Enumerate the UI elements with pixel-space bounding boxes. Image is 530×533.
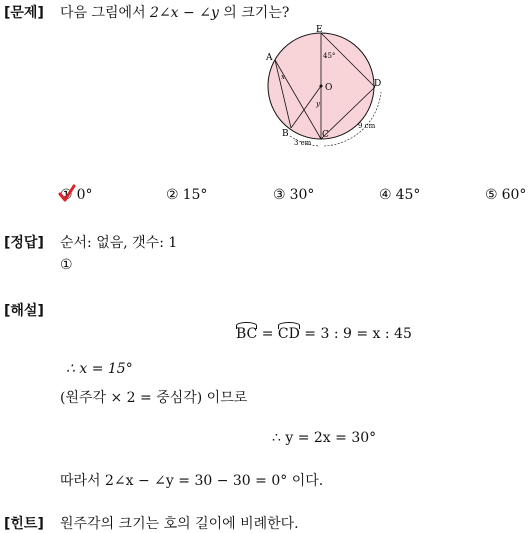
label-E: E [316,25,323,35]
hint-tag: [힌트] [4,516,44,532]
choice-5[interactable] [485,187,526,203]
label-9cm: 9 cm [358,122,376,130]
problem-statement [60,2,289,22]
answer-tag: [정답] [4,235,44,251]
choice-3-text: 30° [289,187,315,203]
choice-2-text: 15° [182,187,208,203]
problem-expression: 2∠x − ∠y [150,5,219,21]
arc-BC-label: BC [236,326,258,342]
problem-prefix: 다음 그림에서 [60,5,151,21]
choice-4-text: 45° [395,187,421,203]
choice-3-number: ③ [273,187,286,203]
label-45deg: 45° [323,52,336,60]
choice-1-text: 0° [76,187,93,203]
answer-line: 순서: 없음, 갯수: 1 [60,235,178,251]
center-point [320,85,323,88]
choice-5-number: ⑤ [485,187,498,203]
solution-eq4: ∴ y = 2x = 30° [272,430,377,446]
choice-1[interactable] [60,187,92,203]
label-B: B [282,129,289,139]
problem-tag: [문제] [4,5,44,21]
label-O: O [325,83,333,93]
label-C: C [322,130,329,140]
problem-suffix: 의 크기는? [218,5,290,21]
choice-1-number: ① [60,187,73,203]
choice-2[interactable] [166,187,207,203]
circle-figure [262,24,392,150]
solution-eq2: ∴ x = 15° [66,361,133,377]
solution-eq3: (원주각 × 2 = 중심각) 이므로 [60,390,248,406]
choice-4-number: ④ [379,187,392,203]
label-D: D [374,79,382,89]
label-x: x [281,73,285,81]
checkmark-icon [58,184,76,204]
answer-choice: ① [60,257,73,273]
label-y: y [316,100,320,108]
hint-text: 원주각의 크기는 호의 길이에 비례한다. [60,516,299,532]
choice-4[interactable] [379,187,420,203]
choice-3[interactable] [273,187,314,203]
choice-5-text: 60° [501,187,527,203]
solution-tag: [해설] [4,303,44,319]
solution-eq1-rest: = 3 : 9 = x : 45 [304,326,412,342]
solution-eq1: BC = CD = 3 : 9 = x : 45 [236,326,412,342]
choice-2-number: ② [166,187,179,203]
arc-CD-label: CD [277,326,300,342]
label-3cm: 3 cm [294,139,312,147]
label-A: A [266,53,273,63]
solution-eq5: 따라서 2∠x − ∠y = 30 − 30 = 0° 이다. [60,473,324,489]
